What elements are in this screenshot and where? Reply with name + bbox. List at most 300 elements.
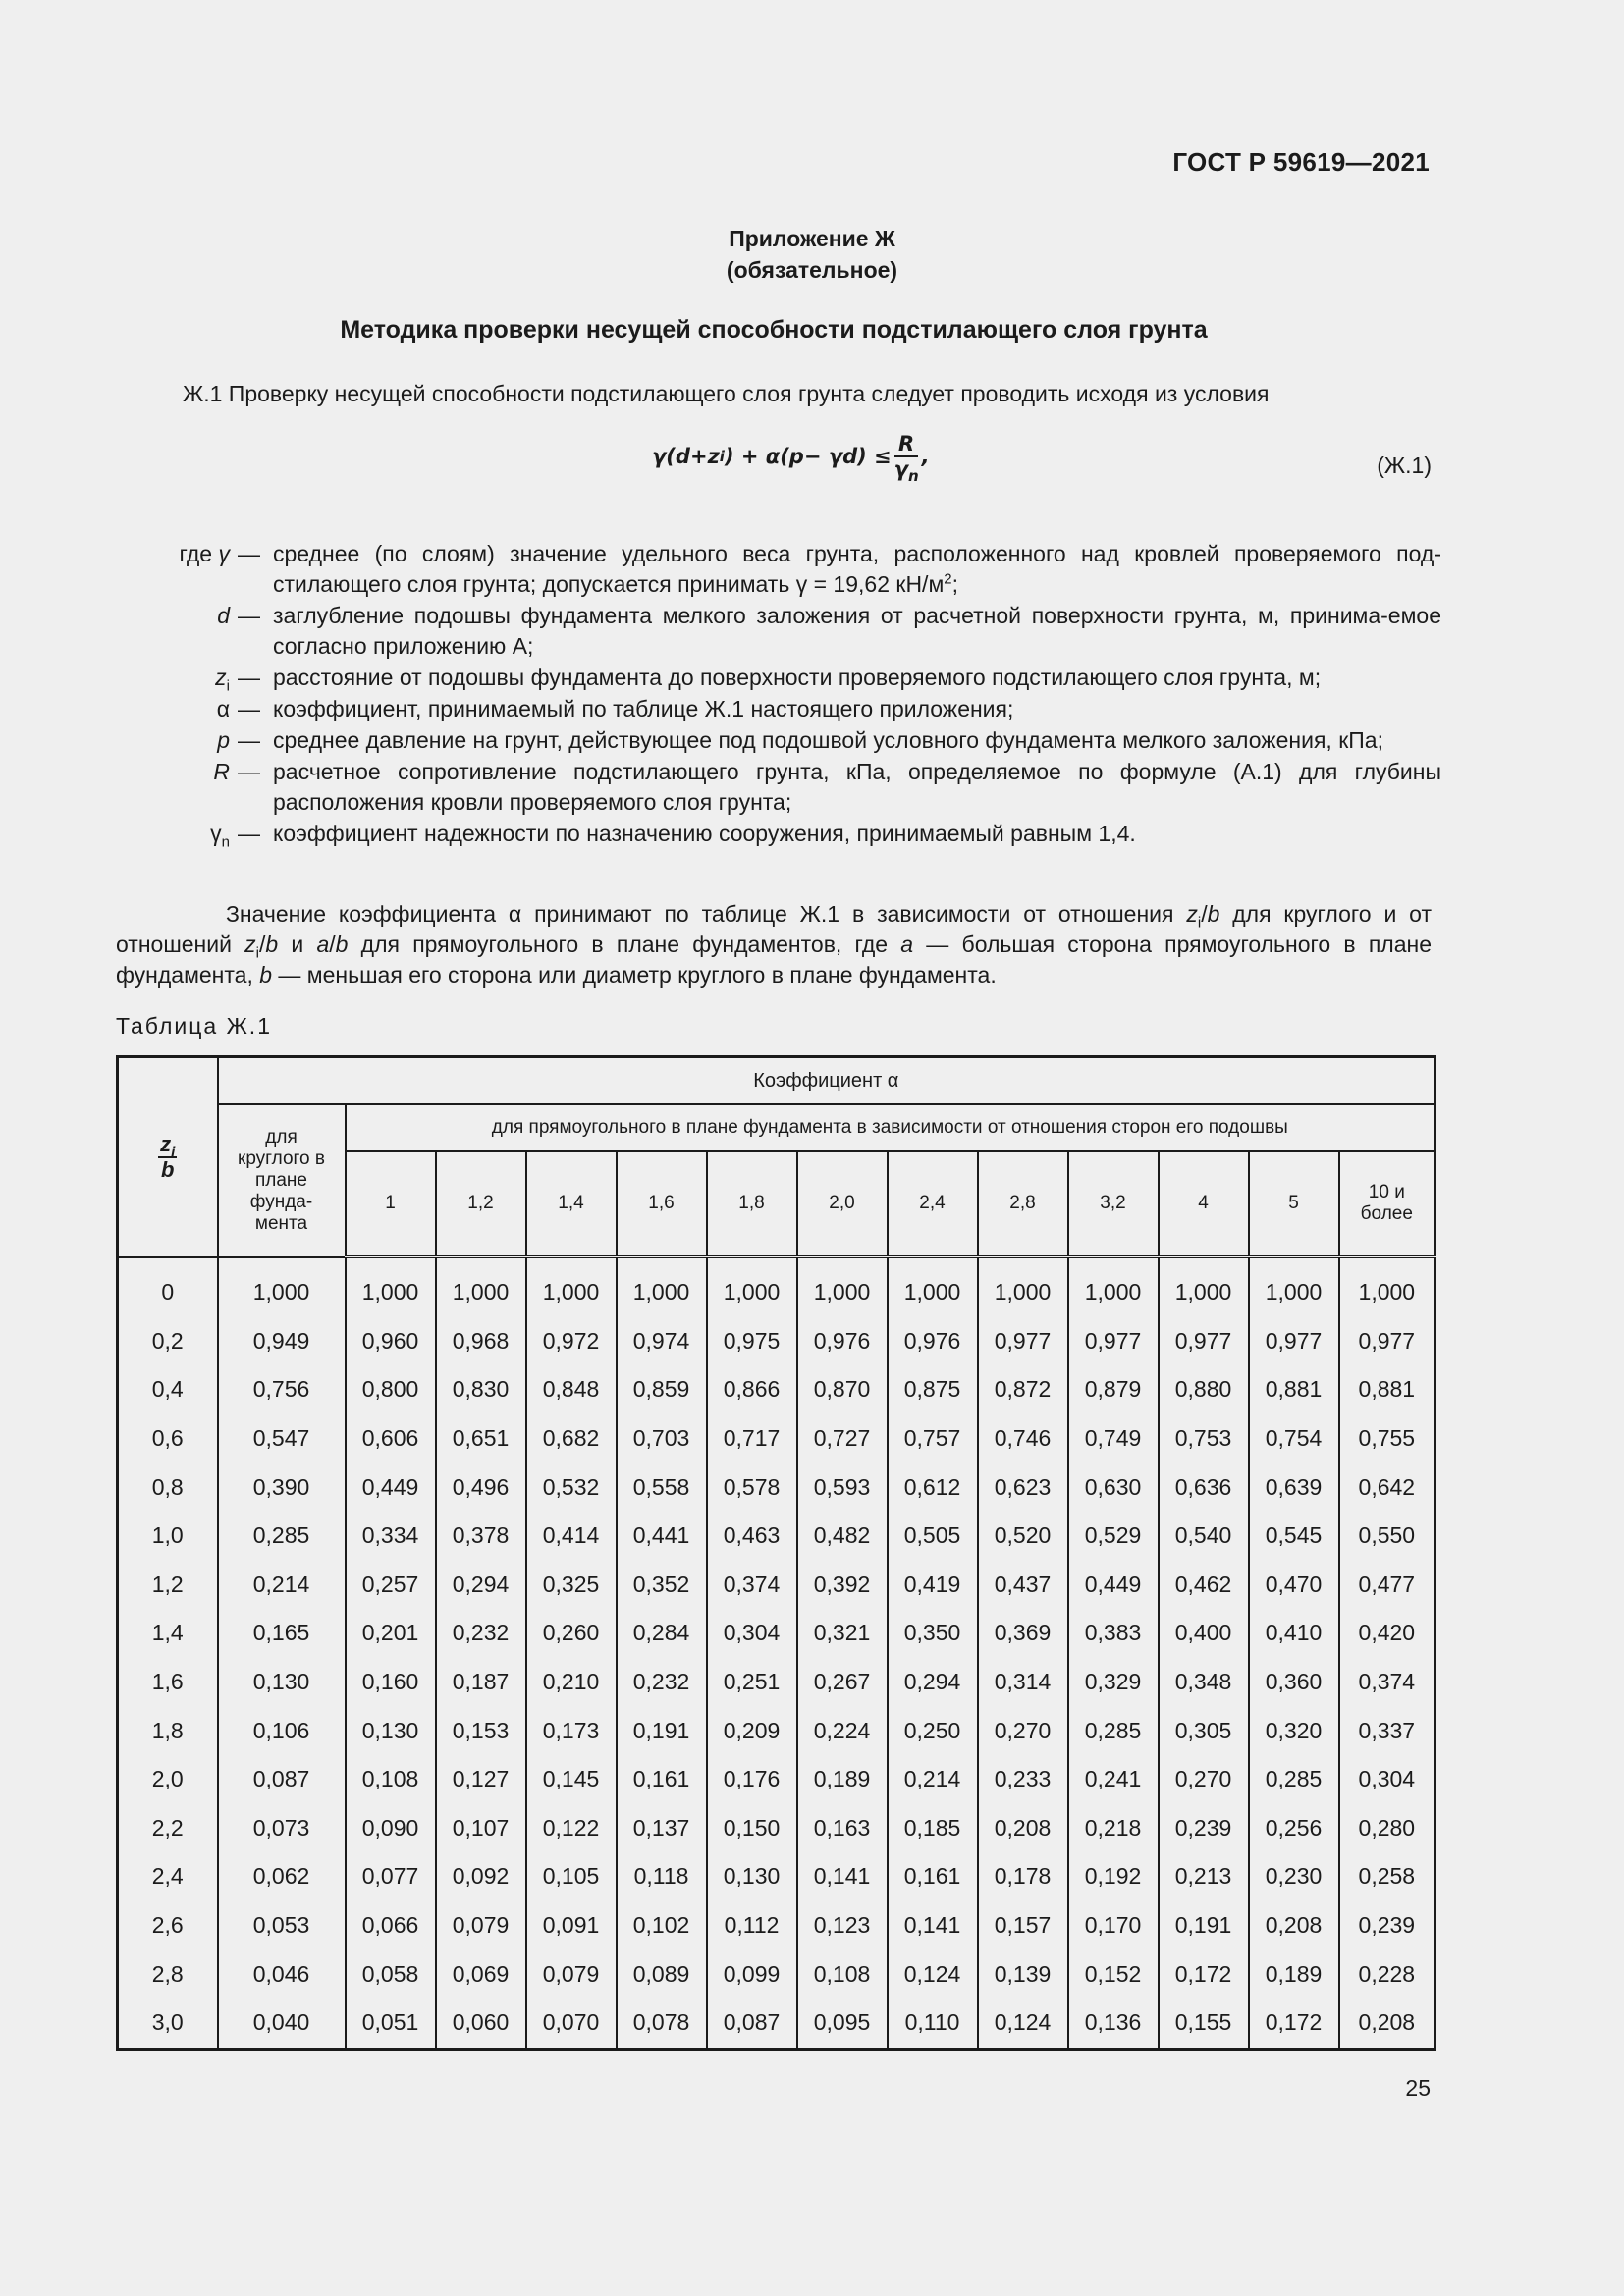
- note-var: b: [265, 932, 279, 957]
- ratio-header-cell: 5: [1249, 1151, 1339, 1257]
- alpha-value-cell: 0,558: [617, 1463, 707, 1512]
- alpha-value-cell: 0,091: [526, 1901, 617, 1950]
- alpha-value-cell: 0,755: [1339, 1415, 1435, 1464]
- alpha-value-cell: 0,496: [436, 1463, 526, 1512]
- alpha-value-cell: 0,875: [888, 1365, 978, 1415]
- alpha-value-cell: 0,717: [707, 1415, 797, 1464]
- alpha-value-cell: 0,881: [1249, 1365, 1339, 1415]
- zb-value-cell: 0: [118, 1257, 218, 1317]
- alpha-value-cell: 0,477: [1339, 1561, 1435, 1610]
- alpha-value-cell: 0,110: [888, 1999, 978, 2049]
- definition-var: α: [216, 696, 230, 721]
- definition-text-main: среднее (по слоям) значение удельного веса грунта, расположенного над кровлей проверяемого под-стилающего слоя грунта; допускается принимать γ = 19,62 кН/м: [273, 541, 1441, 597]
- alpha-value-cell: 0,051: [346, 1999, 436, 2049]
- alpha-value-cell: 0,325: [526, 1561, 617, 1610]
- alpha-value-cell: 0,352: [617, 1561, 707, 1610]
- alpha-value-cell: 0,482: [797, 1512, 888, 1561]
- alpha-value-cell: 0,285: [1249, 1755, 1339, 1804]
- alpha-value-cell: 0,069: [436, 1949, 526, 1999]
- alpha-value-cell: 0,642: [1339, 1463, 1435, 1512]
- alpha-value-cell: 0,192: [1068, 1852, 1159, 1901]
- alpha-value-cell: 1,000: [617, 1257, 707, 1317]
- note-sub: i: [255, 944, 260, 962]
- alpha-value-cell: 0,757: [888, 1415, 978, 1464]
- alpha-value-cell: 0,161: [888, 1852, 978, 1901]
- alpha-note-paragraph: [116, 899, 1432, 990]
- alpha-value-cell: 0,092: [436, 1852, 526, 1901]
- table-row: [118, 1755, 1435, 1804]
- alpha-value-cell: 0,578: [707, 1463, 797, 1512]
- alpha-value-cell: 0,130: [707, 1852, 797, 1901]
- alpha-value-cell: 0,077: [346, 1852, 436, 1901]
- definition-dash: —: [238, 541, 260, 566]
- alpha-value-cell: 0,161: [617, 1755, 707, 1804]
- alpha-value-cell: 0,108: [346, 1755, 436, 1804]
- alpha-value-cell: 0,124: [888, 1949, 978, 1999]
- alpha-value-cell: 1,000: [1249, 1257, 1339, 1317]
- note-var: a: [316, 932, 330, 957]
- alpha-value-cell: 0,285: [1068, 1706, 1159, 1755]
- alpha-value-cell: 0,137: [617, 1804, 707, 1853]
- definition-text-main: расчетное сопротивление подстилающего грунта, кПа, определяемое по формуле (А.1) для глубины расположения кровли проверяемого слоя грунта;: [273, 759, 1441, 815]
- alpha-value-cell: 0,239: [1159, 1804, 1249, 1853]
- alpha-value-cell: 0,260: [526, 1609, 617, 1658]
- zb-value-cell: 2,4: [118, 1852, 218, 1901]
- alpha-value-cell: 0,294: [436, 1561, 526, 1610]
- table-row: [118, 1706, 1435, 1755]
- alpha-value-cell: 0,267: [797, 1658, 888, 1707]
- definition-symbol: [116, 757, 238, 818]
- zb-value-cell: 1,2: [118, 1561, 218, 1610]
- alpha-value-cell: 0,420: [1339, 1609, 1435, 1658]
- definition-text: [273, 663, 1441, 693]
- zb-value-cell: 1,6: [118, 1658, 218, 1707]
- table-row: [118, 1949, 1435, 1999]
- zb-value-cell: 1,4: [118, 1609, 218, 1658]
- alpha-value-cell: 0,419: [888, 1561, 978, 1610]
- zb-value-cell: 2,6: [118, 1901, 218, 1950]
- alpha-value-cell: 1,000: [1159, 1257, 1249, 1317]
- alpha-value-cell: 0,529: [1068, 1512, 1159, 1561]
- formula-lhs-a: γ(: [652, 445, 676, 468]
- alpha-value-cell: 0,241: [1068, 1755, 1159, 1804]
- zb-value-cell: 2,0: [118, 1755, 218, 1804]
- formula-numerator: R: [894, 432, 918, 457]
- alpha-value-cell: 0,123: [797, 1901, 888, 1950]
- alpha-value-cell: 0,949: [218, 1317, 346, 1366]
- alpha-value-cell: 0,337: [1339, 1706, 1435, 1755]
- alpha-value-cell: 0,639: [1249, 1463, 1339, 1512]
- note-text: — большая сторона прямоугольного в плане фундамента,: [116, 932, 1432, 988]
- alpha-value-cell: 0,176: [707, 1755, 797, 1804]
- definition-item: [116, 757, 1441, 818]
- alpha-value-cell: 0,320: [1249, 1706, 1339, 1755]
- alpha-value-cell: 0,153: [436, 1706, 526, 1755]
- alpha-value-cell: 0,250: [888, 1706, 978, 1755]
- definition-dash: —: [238, 665, 260, 690]
- note-var: b: [335, 932, 349, 957]
- alpha-value-cell: 0,208: [978, 1804, 1068, 1853]
- table-row: [118, 1365, 1435, 1415]
- definition-text: [273, 757, 1441, 818]
- zb-value-cell: 3,0: [118, 1999, 218, 2049]
- alpha-value-cell: 0,374: [707, 1561, 797, 1610]
- alpha-value-cell: 0,392: [797, 1561, 888, 1610]
- definition-item: [116, 539, 1441, 600]
- alpha-value-cell: 0,977: [978, 1317, 1068, 1366]
- ratio-header-cell: 3,2: [1068, 1151, 1159, 1257]
- alpha-value-cell: 0,053: [218, 1901, 346, 1950]
- alpha-value-cell: 0,800: [346, 1365, 436, 1415]
- alpha-value-cell: 0,152: [1068, 1949, 1159, 1999]
- table-row: [118, 1999, 1435, 2049]
- alpha-value-cell: 0,191: [1159, 1901, 1249, 1950]
- alpha-value-cell: 0,078: [617, 1999, 707, 2049]
- zb-sub: i: [171, 1144, 176, 1161]
- table-row: [118, 1852, 1435, 1901]
- alpha-value-cell: 0,087: [218, 1755, 346, 1804]
- definition-symbol: [116, 694, 238, 724]
- note-text: и: [278, 932, 317, 957]
- alpha-value-cell: 0,976: [888, 1317, 978, 1366]
- alpha-value-cell: 1,000: [1068, 1257, 1159, 1317]
- alpha-value-cell: 0,746: [978, 1415, 1068, 1464]
- round-foundation-header: для круглого в плане фунда-мента: [218, 1104, 346, 1257]
- alpha-value-cell: 0,060: [436, 1999, 526, 2049]
- alpha-value-cell: 0,099: [707, 1949, 797, 1999]
- ratio-header-cell: 1,2: [436, 1151, 526, 1257]
- definition-sub: n: [221, 833, 230, 851]
- alpha-value-cell: 0,977: [1339, 1317, 1435, 1366]
- alpha-value-cell: 0,079: [526, 1949, 617, 1999]
- alpha-value-cell: 0,321: [797, 1609, 888, 1658]
- zb-ratio-header: [118, 1057, 218, 1257]
- alpha-value-cell: 0,187: [436, 1658, 526, 1707]
- definition-dash: —: [238, 727, 260, 753]
- alpha-value-cell: 0,977: [1159, 1317, 1249, 1366]
- alpha-value-cell: 0,374: [1339, 1658, 1435, 1707]
- definition-symbol: [116, 663, 238, 693]
- definition-text: [273, 819, 1441, 849]
- alpha-value-cell: 0,441: [617, 1512, 707, 1561]
- alpha-value-cell: 0,334: [346, 1512, 436, 1561]
- table-row: [118, 1415, 1435, 1464]
- alpha-value-cell: 0,540: [1159, 1512, 1249, 1561]
- alpha-value-cell: 0,046: [218, 1949, 346, 1999]
- intro-paragraph: Ж.1 Проверку несущей способности подстилающего слоя грунта следует проводить исходя из условия: [183, 381, 1270, 406]
- definition-item: [116, 663, 1441, 693]
- alpha-value-cell: 0,872: [978, 1365, 1068, 1415]
- alpha-value-cell: 0,201: [346, 1609, 436, 1658]
- alpha-value-cell: 0,122: [526, 1804, 617, 1853]
- alpha-value-cell: 0,172: [1159, 1949, 1249, 1999]
- ratio-header-cell: 1,4: [526, 1151, 617, 1257]
- alpha-value-cell: 0,976: [797, 1317, 888, 1366]
- alpha-value-cell: 0,189: [797, 1755, 888, 1804]
- alpha-value-cell: 0,449: [346, 1463, 436, 1512]
- alpha-value-cell: 0,314: [978, 1658, 1068, 1707]
- formula-var-d2: d: [842, 445, 858, 468]
- zb-value-cell: 1,0: [118, 1512, 218, 1561]
- formula-number: (Ж.1): [1377, 453, 1432, 478]
- alpha-value-cell: 0,270: [978, 1706, 1068, 1755]
- note-text: /: [259, 932, 266, 957]
- alpha-value-cell: 0,400: [1159, 1609, 1249, 1658]
- note-text: Значение коэффициента α принимают по таблице Ж.1 в зависимости от отношения: [226, 901, 1187, 927]
- alpha-value-cell: 0,165: [218, 1609, 346, 1658]
- definition-text-main: коэффициент, принимаемый по таблице Ж.1 настоящего приложения;: [273, 696, 1014, 721]
- ratio-header-cell: 2,4: [888, 1151, 978, 1257]
- alpha-value-cell: 0,139: [978, 1949, 1068, 1999]
- alpha-value-cell: 0,414: [526, 1512, 617, 1561]
- definition-dash: —: [238, 696, 260, 721]
- alpha-value-cell: 0,105: [526, 1852, 617, 1901]
- alpha-value-cell: 0,258: [1339, 1852, 1435, 1901]
- alpha-value-cell: 0,350: [888, 1609, 978, 1658]
- zb-var: z: [160, 1131, 172, 1156]
- alpha-value-cell: 0,189: [1249, 1949, 1339, 1999]
- alpha-value-cell: 0,636: [1159, 1463, 1249, 1512]
- alpha-value-cell: 0,173: [526, 1706, 617, 1755]
- alpha-value-cell: 0,210: [526, 1658, 617, 1707]
- alpha-value-cell: 0,178: [978, 1852, 1068, 1901]
- appendix-title: Приложение Ж: [729, 226, 895, 251]
- alpha-value-cell: 0,090: [346, 1804, 436, 1853]
- appendix-status: (обязательное): [726, 257, 898, 283]
- alpha-value-cell: 0,239: [1339, 1901, 1435, 1950]
- alpha-value-cell: 0,972: [526, 1317, 617, 1366]
- alpha-value-cell: 0,170: [1068, 1901, 1159, 1950]
- alpha-value-cell: 0,545: [1249, 1512, 1339, 1561]
- note-var: b: [1207, 901, 1220, 927]
- alpha-value-cell: 0,087: [707, 1999, 797, 2049]
- table-row: [118, 1512, 1435, 1561]
- table-row: [118, 1901, 1435, 1950]
- alpha-value-cell: 0,218: [1068, 1804, 1159, 1853]
- alpha-value-cell: 0,848: [526, 1365, 617, 1415]
- ratio-header-cell: 10 и более: [1339, 1151, 1435, 1257]
- alpha-value-cell: 1,000: [218, 1257, 346, 1317]
- definition-text-main: коэффициент надежности по назначению сооружения, принимаемый равным 1,4.: [273, 821, 1136, 846]
- alpha-value-cell: 0,830: [436, 1365, 526, 1415]
- alpha-value-cell: 0,977: [1249, 1317, 1339, 1366]
- alpha-value-cell: 0,960: [346, 1317, 436, 1366]
- alpha-value-cell: 0,612: [888, 1463, 978, 1512]
- alpha-value-cell: 0,383: [1068, 1609, 1159, 1658]
- definition-symbol: [116, 601, 238, 662]
- alpha-value-cell: 0,062: [218, 1852, 346, 1901]
- alpha-value-cell: 0,977: [1068, 1317, 1159, 1366]
- zb-fraction: [158, 1133, 177, 1182]
- alpha-value-cell: 0,228: [1339, 1949, 1435, 1999]
- alpha-value-cell: 0,089: [617, 1949, 707, 1999]
- definition-text-main: расстояние от подошвы фундамента до поверхности проверяемого подстилающего слоя грунта, м;: [273, 665, 1322, 690]
- alpha-value-cell: 0,191: [617, 1706, 707, 1755]
- table-row: [118, 1561, 1435, 1610]
- definition-text: [273, 694, 1441, 724]
- alpha-value-cell: 0,410: [1249, 1609, 1339, 1658]
- alpha-value-cell: 0,145: [526, 1755, 617, 1804]
- alpha-value-cell: 0,230: [1249, 1852, 1339, 1901]
- formula-denominator: [893, 457, 919, 486]
- ratio-header-cell: 1,6: [617, 1151, 707, 1257]
- definition-var: z: [215, 665, 227, 690]
- definition-item: [116, 819, 1441, 849]
- alpha-value-cell: 0,185: [888, 1804, 978, 1853]
- alpha-value-cell: 0,975: [707, 1317, 797, 1366]
- alpha-value-cell: 0,463: [707, 1512, 797, 1561]
- alpha-value-cell: 0,251: [707, 1658, 797, 1707]
- zb-numerator: [158, 1131, 177, 1161]
- definition-text: [273, 601, 1441, 662]
- alpha-value-cell: 0,727: [797, 1415, 888, 1464]
- alpha-value-cell: 0,112: [707, 1901, 797, 1950]
- alpha-value-cell: 0,208: [1339, 1999, 1435, 2049]
- alpha-value-cell: 0,070: [526, 1999, 617, 2049]
- table-row: [118, 1804, 1435, 1853]
- table-row: [118, 1609, 1435, 1658]
- alpha-value-cell: 0,304: [707, 1609, 797, 1658]
- note-var: b: [259, 962, 273, 988]
- alpha-value-cell: 0,348: [1159, 1658, 1249, 1707]
- alpha-value-cell: 0,213: [1159, 1852, 1249, 1901]
- definition-item: [116, 725, 1441, 756]
- table-caption: Таблица Ж.1: [116, 1013, 272, 1039]
- alpha-value-cell: 0,682: [526, 1415, 617, 1464]
- alpha-value-cell: 0,172: [1249, 1999, 1339, 2049]
- note-var: a: [900, 932, 914, 957]
- zb-value-cell: 0,4: [118, 1365, 218, 1415]
- formula-zh1: γ( d + z i ) + α( p − γ d ) ≤ $\frac{R}{\gamma_n}$ ,: [652, 432, 930, 486]
- alpha-value-cell: 0,547: [218, 1415, 346, 1464]
- alpha-value-cell: 0,150: [707, 1804, 797, 1853]
- formula-var-d: d: [675, 445, 690, 468]
- alpha-value-cell: 0,968: [436, 1317, 526, 1366]
- zb-value-cell: 2,8: [118, 1949, 218, 1999]
- alpha-value-cell: 0,102: [617, 1901, 707, 1950]
- formula-den-gamma: γ: [893, 457, 908, 481]
- alpha-value-cell: 0,141: [797, 1852, 888, 1901]
- zb-value-cell: 0,8: [118, 1463, 218, 1512]
- definition-text-main: среднее давление на грунт, действующее под подошвой условного фундамента мелкого заложения, кПа;: [273, 727, 1383, 753]
- table-row: [118, 1317, 1435, 1366]
- definition-text-sup: 2: [944, 570, 952, 588]
- formula-lhs-b: ) + α(: [724, 445, 789, 468]
- note-text: для прямоугольного в плане фундаментов, где: [348, 932, 901, 957]
- alpha-value-cell: 0,532: [526, 1463, 617, 1512]
- alpha-value-cell: 0,073: [218, 1804, 346, 1853]
- definition-sub: i: [226, 677, 230, 695]
- ratio-header-cell: 4: [1159, 1151, 1249, 1257]
- alpha-value-cell: 0,329: [1068, 1658, 1159, 1707]
- alpha-value-cell: 0,593: [797, 1463, 888, 1512]
- ratio-header-cell: 1: [346, 1151, 436, 1257]
- formula-lhs-c: − γ: [803, 445, 843, 468]
- alpha-value-cell: 0,505: [888, 1512, 978, 1561]
- alpha-value-cell: 0,066: [346, 1901, 436, 1950]
- alpha-value-cell: 0,369: [978, 1609, 1068, 1658]
- alpha-value-cell: 0,880: [1159, 1365, 1249, 1415]
- alpha-value-cell: 0,130: [346, 1706, 436, 1755]
- alpha-value-cell: 0,257: [346, 1561, 436, 1610]
- alpha-value-cell: 0,141: [888, 1901, 978, 1950]
- alpha-value-cell: 1,000: [436, 1257, 526, 1317]
- alpha-value-cell: 0,214: [218, 1561, 346, 1610]
- zb-value-cell: 0,2: [118, 1317, 218, 1366]
- alpha-value-cell: 0,280: [1339, 1804, 1435, 1853]
- zb-value-cell: 0,6: [118, 1415, 218, 1464]
- alpha-value-cell: 0,270: [1159, 1755, 1249, 1804]
- alpha-value-cell: 0,870: [797, 1365, 888, 1415]
- alpha-value-cell: 0,390: [218, 1463, 346, 1512]
- alpha-value-cell: 1,000: [1339, 1257, 1435, 1317]
- ratio-header-cell: 2,8: [978, 1151, 1068, 1257]
- note-var: z: [244, 932, 256, 957]
- formula-fraction: [893, 432, 919, 486]
- zb-value-cell: 2,2: [118, 1804, 218, 1853]
- note-text: — меньшая его сторона или диаметр круглого в плане фундамента.: [272, 962, 997, 988]
- alpha-value-cell: 0,127: [436, 1755, 526, 1804]
- alpha-value-cell: 1,000: [797, 1257, 888, 1317]
- alpha-value-cell: 0,107: [436, 1804, 526, 1853]
- formula-lhs-e: ) ≤: [857, 445, 892, 468]
- definition-var: p: [217, 727, 230, 753]
- alpha-value-cell: 0,106: [218, 1706, 346, 1755]
- note-sub: i: [1197, 914, 1202, 932]
- ratio-header-cell: 1,8: [707, 1151, 797, 1257]
- alpha-value-cell: 0,136: [1068, 1999, 1159, 2049]
- alpha-value-cell: 0,079: [436, 1901, 526, 1950]
- note-text: для круглого и от отношений: [116, 901, 1432, 957]
- alpha-value-cell: 0,232: [617, 1658, 707, 1707]
- alpha-value-cell: 1,000: [346, 1257, 436, 1317]
- alpha-value-cell: 0,360: [1249, 1658, 1339, 1707]
- definition-text-main: заглубление подошвы фундамента мелкого заложения от расчетной поверхности грунта, м, принима-емое согласно приложению А;: [273, 603, 1441, 659]
- alpha-value-cell: 0,879: [1068, 1365, 1159, 1415]
- alpha-value-cell: 0,284: [617, 1609, 707, 1658]
- definition-var: γ: [210, 821, 222, 846]
- alpha-value-cell: 0,630: [1068, 1463, 1159, 1512]
- alpha-value-cell: 0,623: [978, 1463, 1068, 1512]
- formula-var-z: z: [707, 445, 720, 468]
- alpha-value-cell: 0,866: [707, 1365, 797, 1415]
- alpha-value-cell: 0,378: [436, 1512, 526, 1561]
- alpha-value-cell: 0,756: [218, 1365, 346, 1415]
- alpha-value-cell: 1,000: [978, 1257, 1068, 1317]
- alpha-value-cell: 0,285: [218, 1512, 346, 1561]
- alpha-value-cell: 0,470: [1249, 1561, 1339, 1610]
- formula-den-sub: n: [907, 467, 919, 486]
- definition-dash: —: [238, 759, 260, 784]
- page-number: 25: [1405, 2075, 1431, 2101]
- definition-prefix: где: [179, 541, 219, 566]
- table-row: [118, 1463, 1435, 1512]
- document-standard-number: ГОСТ Р 59619—2021: [1172, 147, 1430, 177]
- definition-symbol: [116, 819, 238, 849]
- alpha-value-cell: 0,160: [346, 1658, 436, 1707]
- alpha-value-cell: 0,753: [1159, 1415, 1249, 1464]
- alpha-value-cell: 0,437: [978, 1561, 1068, 1610]
- alpha-value-cell: 0,550: [1339, 1512, 1435, 1561]
- alpha-value-cell: 0,163: [797, 1804, 888, 1853]
- alpha-value-cell: 0,118: [617, 1852, 707, 1901]
- definition-text: [273, 539, 1441, 600]
- alpha-value-cell: 0,974: [617, 1317, 707, 1366]
- alpha-value-cell: 0,232: [436, 1609, 526, 1658]
- alpha-value-cell: 0,058: [346, 1949, 436, 1999]
- alpha-value-cell: 1,000: [707, 1257, 797, 1317]
- alpha-value-cell: 0,754: [1249, 1415, 1339, 1464]
